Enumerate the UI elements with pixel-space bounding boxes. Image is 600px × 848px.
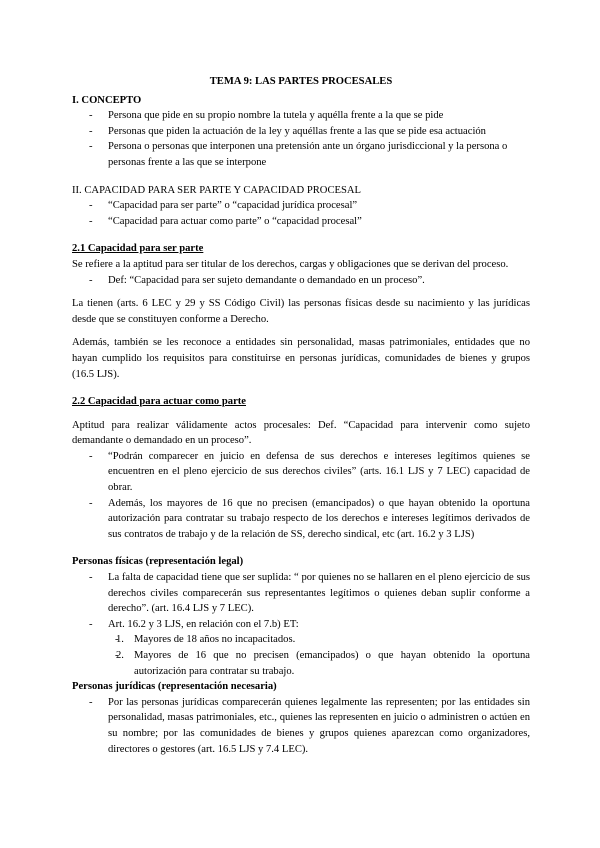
- list-item: - Por las personas jurídicas comparecerán quienes legalmente las representen; por las entidades sin personalidad, masas patrimoniales, etc., quienes las representen en juicio o administren o actúen en su nombre; por las comunidades de bienes y grupos quienes aparezcan como organizadores, directores o gestores (art. 16.5 LJS y 7.4 LEC).: [108, 695, 530, 757]
- list-item-text: Art. 16.2 y 3 LJS, en relación con el 7.b) ET:: [108, 618, 299, 630]
- numbered-item: [116, 632, 530, 648]
- definition-list: [72, 273, 530, 289]
- list-item: - “Podrán comparecer en juicio en defensa de sus derechos e intereses legítimos quienes se encuentren en el pleno ejercicio de sus derechos civiles” (arts. 16.1 LJS y 7 LEC) capacidad de obrar.: [108, 449, 530, 496]
- list-item: - “Capacidad para actuar como parte” o “capacidad procesal”: [108, 214, 530, 230]
- concepto-list: [72, 108, 530, 170]
- numbered-list: [108, 632, 530, 679]
- list-item: - Además, los mayores de 16 que no precisen (emancipados) o que hayan obtenido la oportuna autorización para contratar su trabajo respecto de los derechos e intereses legítimos derivados de sus contratos de trabajo y de la relación de SS, derecho sindical, etc (art. 16.2 y 3 LJS): [108, 496, 530, 543]
- numbered-item: [116, 648, 530, 679]
- section-concepto-heading: I. CONCEPTO: [72, 94, 142, 106]
- list-item: - Personas que piden la actuación de la ley y aquéllas frente a las que se pide esa actuación: [108, 124, 530, 140]
- list-item: - “Capacidad para ser parte” o “capacidad jurídica procesal”: [108, 198, 530, 214]
- personas-fisicas-list: [72, 570, 530, 679]
- page-title: TEMA 9: LAS PARTES PROCESALES: [209, 76, 393, 87]
- subsection-2-1-heading: 2.1 Capacidad para ser parte: [72, 243, 204, 255]
- personas-juridicas-heading: Personas jurídicas (representación necesaria): [72, 681, 277, 693]
- subsection-2-2-heading: 2.2 Capacidad para actuar como parte: [72, 396, 247, 408]
- capacidad-actuar-list: [72, 449, 530, 543]
- list-item: - Persona que pide en su propio nombre la tutela y aquélla frente a la que se pide: [108, 108, 530, 124]
- list-item: - La falta de capacidad tiene que ser suplida: “ por quienes no se hallaren en el pleno ejercicio de sus derechos civiles comparecerán sus representantes legítimos o quienes deban suplir conforme a derecho”. (art. 16.4 LJS y 7 LEC).: [108, 570, 530, 617]
- personas-juridicas-list: [72, 695, 530, 757]
- item-text: Mayores de 18 años no incapacitados.: [134, 634, 296, 646]
- list-item: [108, 617, 530, 679]
- item-text: Mayores de 16 que no precisen (emancipados) o que hayan obtenido la oportuna autorización para contratar su trabajo.: [134, 650, 530, 677]
- capacidad-list: [72, 198, 530, 229]
- paragraph: La tienen (arts. 6 LEC y 29 y SS Código Civil) las personas físicas desde su nacimiento y las jurídicas desde que se constituyen conforme a Derecho.: [72, 298, 530, 325]
- list-item: - Persona o personas que interponen una pretensión ante un órgano jurisdiccional y la persona o personas frente a las que se interpone: [108, 139, 530, 170]
- paragraph: Además, también se les reconoce a entidades sin personalidad, masas patrimoniales, entidades que no hayan cumplido los requisitos para constituirse en personas jurídicas, comunidades de bienes y grupos (16.5 LJS).: [72, 337, 530, 380]
- personas-fisicas-heading: Personas físicas (representación legal): [72, 556, 244, 568]
- paragraph: Se refiere a la aptitud para ser titular de los derechos, cargas y obligaciones que se derivan del proceso.: [72, 258, 509, 270]
- section-capacidad-heading: II. CAPACIDAD PARA SER PARTE Y CAPACIDAD PROCESAL: [72, 184, 361, 196]
- item-number: - 2.: [116, 650, 124, 661]
- list-item: - Def: “Capacidad para ser sujeto demandante o demandado en un proceso”.: [108, 273, 530, 289]
- paragraph: Aptitud para realizar válidamente actos procesales: Def. “Capacidad para intervenir como sujeto demandante o demandado en un proceso”.: [72, 419, 530, 447]
- item-number: - 1.: [116, 634, 124, 646]
